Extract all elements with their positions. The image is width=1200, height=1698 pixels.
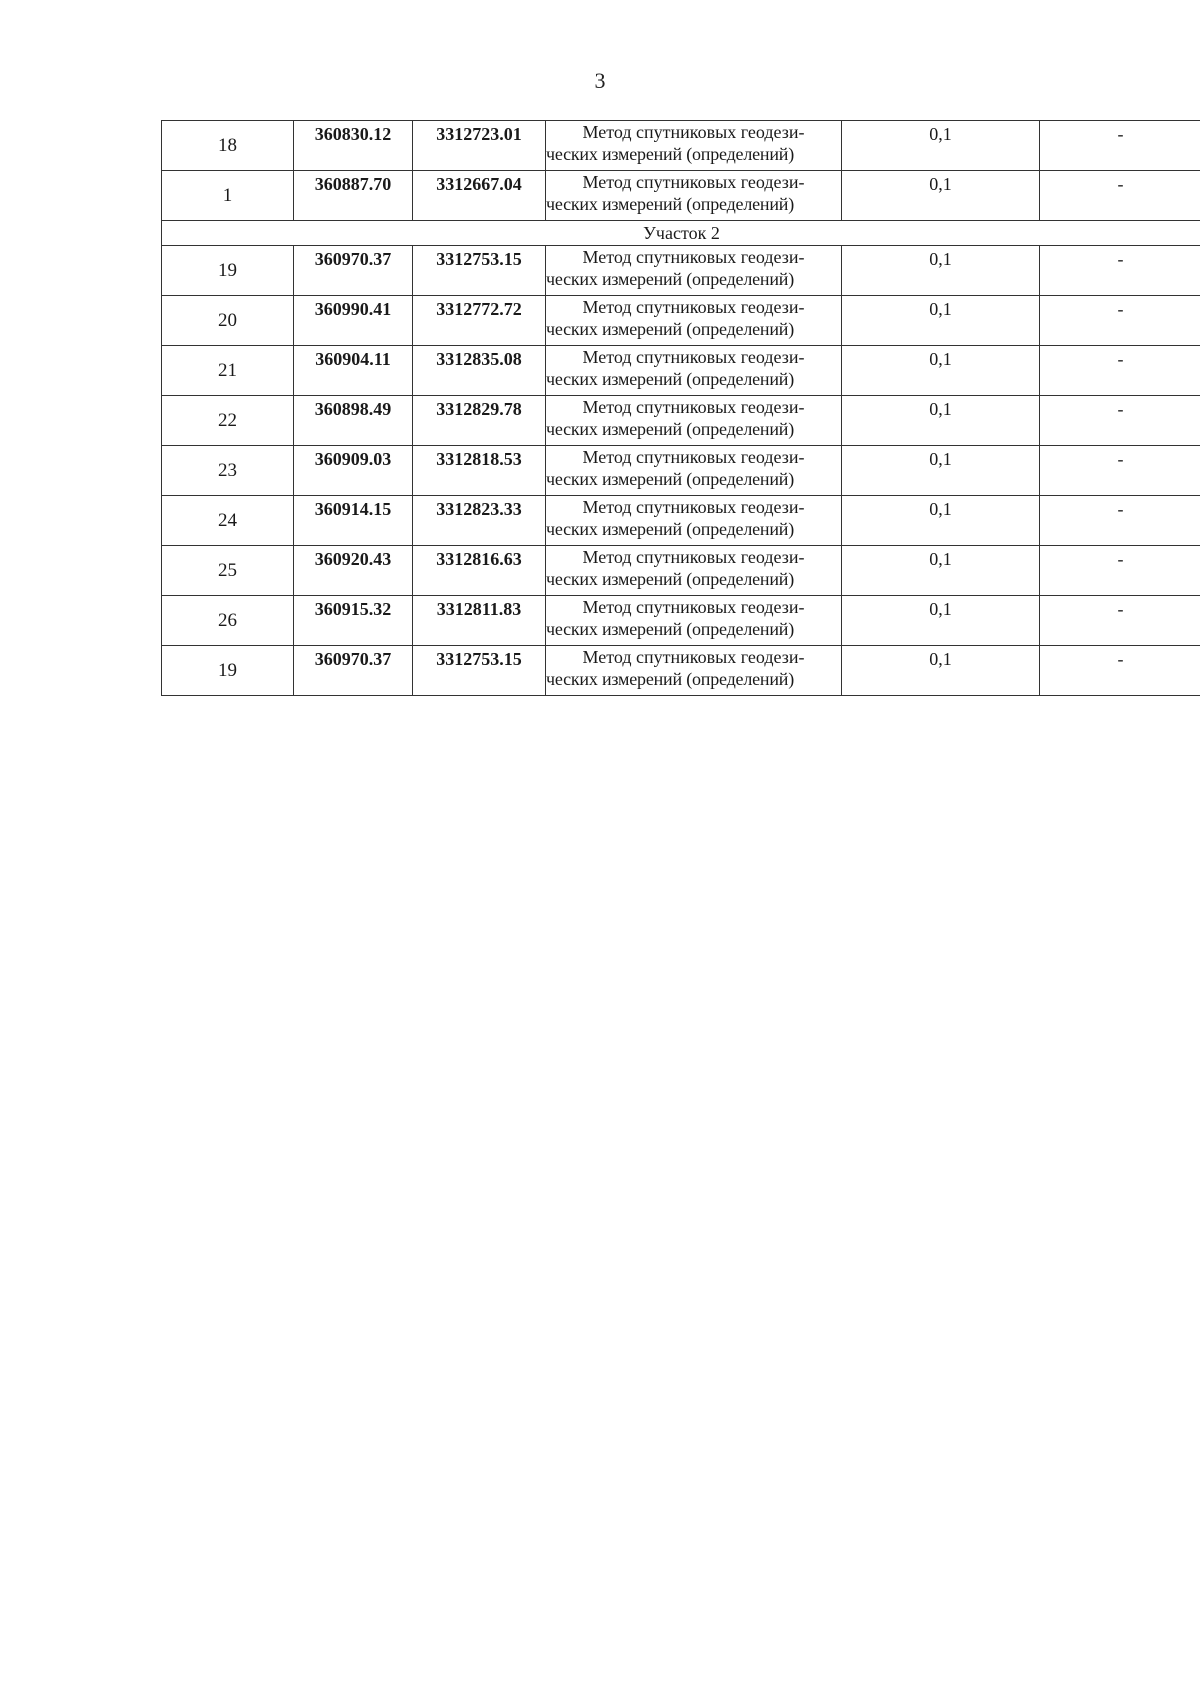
accuracy-cell: 0,1 [842, 496, 1040, 546]
section-title: Участок 2 [162, 221, 1200, 246]
y-coordinate-cell: 3312835.08 [413, 346, 546, 396]
x-coordinate-cell: 360914.15 [294, 496, 413, 546]
accuracy-cell: 0,1 [842, 346, 1040, 396]
extra-cell: - [1040, 121, 1200, 171]
method-cell [546, 121, 842, 171]
method-line-2: ческих измерений (определений) [546, 469, 795, 489]
y-coordinate-cell: 3312753.15 [413, 246, 546, 296]
point-number-cell: 19 [162, 646, 294, 696]
table-row [162, 646, 1200, 696]
extra-cell: - [1040, 346, 1200, 396]
method-cell [546, 546, 842, 596]
section-header-row [162, 221, 1200, 246]
accuracy-cell: 0,1 [842, 296, 1040, 346]
extra-cell: - [1040, 246, 1200, 296]
y-coordinate-cell: 3312823.33 [413, 496, 546, 546]
y-coordinate-cell: 3312772.72 [413, 296, 546, 346]
table-row [162, 596, 1200, 646]
point-number-cell: 20 [162, 296, 294, 346]
y-coordinate-cell: 3312818.53 [413, 446, 546, 496]
point-number-cell: 25 [162, 546, 294, 596]
x-coordinate-cell: 360970.37 [294, 646, 413, 696]
table-row [162, 246, 1200, 296]
page-number: 3 [594, 68, 606, 93]
method-line-2: ческих измерений (определений) [546, 269, 795, 289]
y-coordinate-cell: 3312723.01 [413, 121, 546, 171]
y-coordinate-cell: 3312816.63 [413, 546, 546, 596]
accuracy-cell: 0,1 [842, 446, 1040, 496]
method-cell [546, 496, 842, 546]
x-coordinate-cell: 360920.43 [294, 546, 413, 596]
y-coordinate-cell: 3312753.15 [413, 646, 546, 696]
table-row [162, 121, 1200, 171]
method-line-2: ческих измерений (определений) [546, 419, 795, 439]
x-coordinate-cell: 360990.41 [294, 296, 413, 346]
method-line-1: Метод спутниковых геодези- [582, 497, 805, 517]
extra-cell: - [1040, 396, 1200, 446]
method-line-2: ческих измерений (определений) [546, 319, 795, 339]
accuracy-cell: 0,1 [842, 246, 1040, 296]
method-cell [546, 646, 842, 696]
accuracy-cell: 0,1 [842, 171, 1040, 221]
method-line-2: ческих измерений (определений) [546, 519, 795, 539]
accuracy-cell: 0,1 [842, 646, 1040, 696]
method-line-1: Метод спутниковых геодези- [582, 172, 805, 192]
method-cell [546, 596, 842, 646]
table-row [162, 396, 1200, 446]
table-row [162, 446, 1200, 496]
method-cell [546, 246, 842, 296]
y-coordinate-cell: 3312829.78 [413, 396, 546, 446]
y-coordinate-cell: 3312667.04 [413, 171, 546, 221]
point-number-cell: 19 [162, 246, 294, 296]
point-number-cell: 1 [162, 171, 294, 221]
extra-cell: - [1040, 496, 1200, 546]
method-line-2: ческих измерений (определений) [546, 569, 795, 589]
coordinates-table [161, 120, 1200, 696]
x-coordinate-cell: 360904.11 [294, 346, 413, 396]
method-line-1: Метод спутниковых геодези- [582, 347, 805, 367]
method-line-1: Метод спутниковых геодези- [582, 297, 805, 317]
x-coordinate-cell: 360830.12 [294, 121, 413, 171]
x-coordinate-cell: 360898.49 [294, 396, 413, 446]
method-cell [546, 346, 842, 396]
point-number-cell: 23 [162, 446, 294, 496]
accuracy-cell: 0,1 [842, 396, 1040, 446]
table-row [162, 296, 1200, 346]
method-cell [546, 396, 842, 446]
x-coordinate-cell: 360970.37 [294, 246, 413, 296]
table-row [162, 171, 1200, 221]
point-number-cell: 21 [162, 346, 294, 396]
extra-cell: - [1040, 646, 1200, 696]
method-line-1: Метод спутниковых геодези- [582, 122, 805, 142]
method-cell [546, 171, 842, 221]
extra-cell: - [1040, 546, 1200, 596]
method-line-1: Метод спутниковых геодези- [582, 247, 805, 267]
extra-cell: - [1040, 171, 1200, 221]
table-row [162, 496, 1200, 546]
method-line-2: ческих измерений (определений) [546, 669, 795, 689]
table-row [162, 546, 1200, 596]
x-coordinate-cell: 360915.32 [294, 596, 413, 646]
y-coordinate-cell: 3312811.83 [413, 596, 546, 646]
method-line-1: Метод спутниковых геодези- [582, 547, 805, 567]
accuracy-cell: 0,1 [842, 121, 1040, 171]
table-row [162, 346, 1200, 396]
method-cell [546, 446, 842, 496]
point-number-cell: 18 [162, 121, 294, 171]
extra-cell: - [1040, 446, 1200, 496]
method-line-1: Метод спутниковых геодези- [582, 397, 805, 417]
method-line-2: ческих измерений (определений) [546, 369, 795, 389]
method-line-2: ческих измерений (определений) [546, 194, 795, 214]
method-cell [546, 296, 842, 346]
extra-cell: - [1040, 596, 1200, 646]
point-number-cell: 24 [162, 496, 294, 546]
x-coordinate-cell: 360887.70 [294, 171, 413, 221]
method-line-2: ческих измерений (определений) [546, 619, 795, 639]
accuracy-cell: 0,1 [842, 596, 1040, 646]
accuracy-cell: 0,1 [842, 546, 1040, 596]
x-coordinate-cell: 360909.03 [294, 446, 413, 496]
method-line-2: ческих измерений (определений) [546, 144, 795, 164]
method-line-1: Метод спутниковых геодези- [582, 647, 805, 667]
extra-cell: - [1040, 296, 1200, 346]
method-line-1: Метод спутниковых геодези- [582, 597, 805, 617]
method-line-1: Метод спутниковых геодези- [582, 447, 805, 467]
point-number-cell: 26 [162, 596, 294, 646]
point-number-cell: 22 [162, 396, 294, 446]
